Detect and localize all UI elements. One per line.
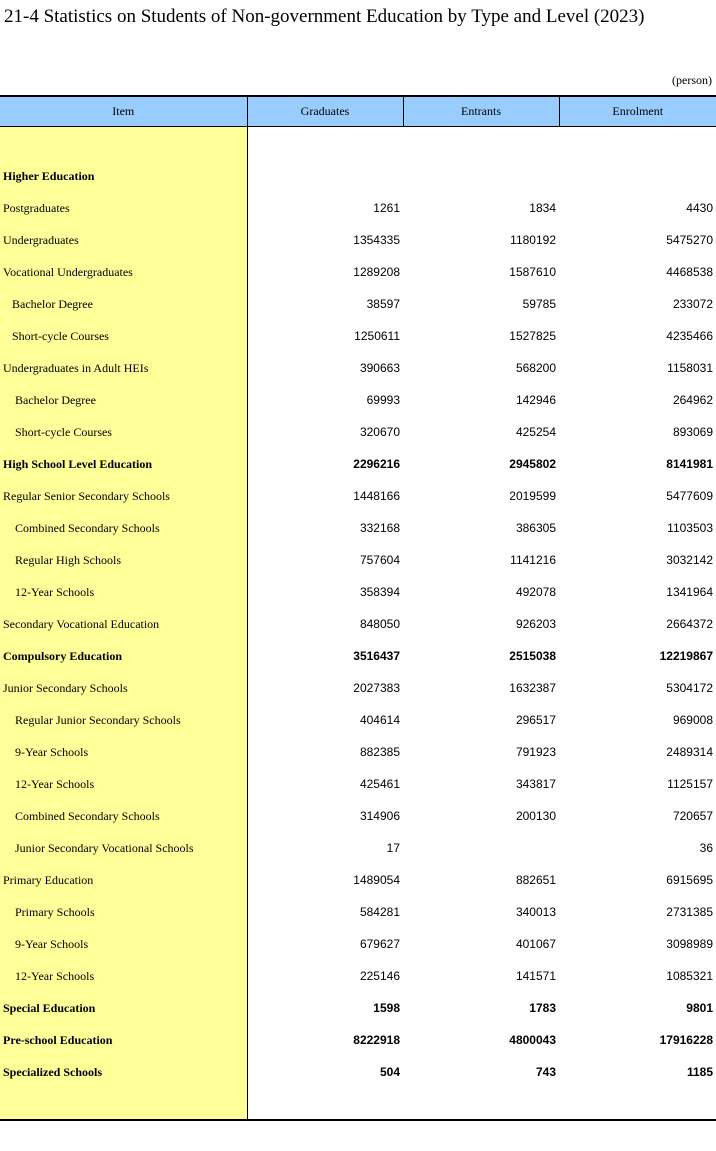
row-item-label: Primary Education [0, 864, 247, 896]
row-graduates: 2027383 [353, 681, 400, 695]
row-graduates: 404614 [359, 713, 400, 727]
row-enrolment [559, 160, 716, 192]
row-enrolment: 2664372 [666, 617, 713, 631]
row-item-label: High School Level Education [0, 448, 247, 480]
row-graduates: 504 [379, 1065, 400, 1079]
row-enrolment: 1158031 [667, 361, 713, 375]
row-graduates: 332168 [359, 521, 400, 535]
row-enrolment: 6915695 [666, 873, 713, 887]
row-entrants: 296517 [515, 713, 556, 727]
row-entrants: 200130 [515, 809, 556, 823]
row-entrants: 2515038 [509, 649, 556, 663]
row-entrants: 1783 [529, 1001, 556, 1015]
row-item-label: Bachelor Degree [0, 384, 247, 416]
row-graduates: 314906 [359, 809, 400, 823]
header-enrolment: Enrolment [559, 96, 716, 127]
row-item-label: Undergraduates [0, 224, 247, 256]
table-row [0, 512, 716, 544]
table-row [0, 1024, 716, 1056]
row-graduates: 1598 [373, 1001, 400, 1015]
table-row [0, 928, 716, 960]
row-graduates: 3516437 [353, 649, 400, 663]
row-enrolment: 1103503 [667, 521, 713, 535]
row-item-label: Vocational Undergraduates [0, 256, 247, 288]
table-row [0, 736, 716, 768]
row-enrolment: 12219867 [659, 649, 713, 663]
row-entrants: 568200 [515, 361, 556, 375]
row-entrants: 1587610 [509, 265, 556, 279]
row-graduates: 1354335 [353, 233, 400, 247]
row-graduates: 69993 [366, 393, 400, 407]
table-row [0, 1056, 716, 1088]
row-item-label: Junior Secondary Schools [0, 672, 247, 704]
row-graduates: 882385 [359, 745, 400, 759]
row-entrants: 1180192 [510, 233, 556, 247]
row-item-label: Pre-school Education [0, 1024, 247, 1056]
row-item-label: Regular Senior Secondary Schools [0, 480, 247, 512]
row-item-label: 12-Year Schools [0, 768, 247, 800]
table-row [0, 352, 716, 384]
row-enrolment: 1085321 [666, 969, 713, 983]
row-entrants: 1141216 [510, 553, 556, 567]
row-graduates: 679627 [359, 937, 400, 951]
row-graduates: 425461 [359, 777, 400, 791]
row-item-label: 12-Year Schools [0, 960, 247, 992]
row-enrolment: 4468538 [666, 265, 713, 279]
table-body [0, 127, 716, 1121]
row-entrants: 340013 [515, 905, 556, 919]
row-item-label: Short-cycle Courses [0, 320, 247, 352]
spacer-row [0, 127, 716, 161]
row-enrolment: 264962 [672, 393, 713, 407]
row-enrolment: 9801 [686, 1001, 713, 1015]
row-item-label: Postgraduates [0, 192, 247, 224]
row-entrants: 2945802 [509, 457, 556, 471]
table-row [0, 160, 716, 192]
row-graduates: 584281 [359, 905, 400, 919]
table-row [0, 992, 716, 1024]
row-item-label: Specialized Schools [0, 1056, 247, 1088]
table-row [0, 832, 716, 864]
row-item-label: Regular High Schools [0, 544, 247, 576]
row-entrants: 401067 [515, 937, 556, 951]
row-entrants: 926203 [515, 617, 556, 631]
row-enrolment: 5304172 [666, 681, 713, 695]
header-entrants: Entrants [403, 96, 559, 127]
row-item-label: Combined Secondary Schools [0, 512, 247, 544]
row-graduates: 1250611 [354, 329, 400, 343]
header-graduates: Graduates [247, 96, 403, 127]
row-graduates: 1289208 [353, 265, 400, 279]
row-entrants: 425254 [515, 425, 556, 439]
table-row [0, 384, 716, 416]
row-enrolment: 4235466 [666, 329, 713, 343]
row-enrolment: 8141981 [666, 457, 713, 471]
table-row [0, 608, 716, 640]
row-entrants [403, 160, 559, 192]
row-item-label: Bachelor Degree [0, 288, 247, 320]
row-item-label: Higher Education [0, 160, 247, 192]
table-row [0, 288, 716, 320]
table-row [0, 544, 716, 576]
row-enrolment: 3032142 [666, 553, 713, 567]
row-item-label: Junior Secondary Vocational Schools [0, 832, 247, 864]
row-graduates: 390663 [359, 361, 400, 375]
table-row [0, 448, 716, 480]
row-entrants: 59785 [522, 297, 556, 311]
row-enrolment: 233072 [672, 297, 713, 311]
unit-label: (person) [672, 73, 712, 87]
row-item-label: Regular Junior Secondary Schools [0, 704, 247, 736]
row-graduates: 757604 [359, 553, 400, 567]
row-graduates: 1489054 [353, 873, 400, 887]
table-row [0, 640, 716, 672]
table-row [0, 864, 716, 896]
table-row [0, 672, 716, 704]
row-entrants: 743 [535, 1065, 556, 1079]
row-entrants: 2019599 [509, 489, 556, 503]
row-enrolment: 17916228 [659, 1033, 713, 1047]
row-enrolment: 1341964 [666, 585, 713, 599]
row-entrants: 1834 [529, 201, 556, 215]
row-graduates: 2296216 [353, 457, 400, 471]
table-row [0, 768, 716, 800]
row-enrolment: 5475270 [666, 233, 713, 247]
row-entrants: 1527825 [509, 329, 556, 343]
row-entrants: 1632387 [509, 681, 556, 695]
row-item-label: Undergraduates in Adult HEIs [0, 352, 247, 384]
row-graduates: 358394 [359, 585, 400, 599]
row-enrolment: 893069 [672, 425, 713, 439]
row-item-label: 12-Year Schools [0, 576, 247, 608]
header-item: Item [0, 96, 247, 127]
row-graduates: 848050 [359, 617, 400, 631]
row-entrants: 4800043 [509, 1033, 556, 1047]
row-entrants: 343817 [515, 777, 556, 791]
page-title: 21-4 Statistics on Students of Non-government Education by Type and Level (2023) [4, 6, 645, 27]
row-enrolment: 720657 [672, 809, 713, 823]
table-row [0, 576, 716, 608]
row-item-label: Compulsory Education [0, 640, 247, 672]
table-row [0, 192, 716, 224]
row-item-label: Combined Secondary Schools [0, 800, 247, 832]
header-row [0, 96, 716, 127]
row-graduates: 1261 [373, 201, 400, 215]
row-entrants: 141571 [515, 969, 556, 983]
row-enrolment: 36 [699, 841, 713, 855]
row-item-label: Primary Schools [0, 896, 247, 928]
table-row [0, 896, 716, 928]
row-enrolment: 2731385 [666, 905, 713, 919]
statistics-table [0, 95, 716, 1121]
row-graduates: 1448166 [353, 489, 400, 503]
row-enrolment: 3098989 [666, 937, 713, 951]
row-entrants: 882651 [515, 873, 556, 887]
row-enrolment: 1185 [686, 1065, 713, 1079]
table-row [0, 800, 716, 832]
row-enrolment: 4430 [686, 201, 713, 215]
table-row [0, 480, 716, 512]
row-graduates: 8222918 [353, 1033, 400, 1047]
row-graduates: 38597 [366, 297, 400, 311]
table-row [0, 960, 716, 992]
row-entrants: 492078 [515, 585, 556, 599]
row-entrants: 142946 [515, 393, 556, 407]
row-enrolment: 2489314 [666, 745, 713, 759]
row-graduates: 320670 [359, 425, 400, 439]
table-row [0, 704, 716, 736]
table-row [0, 320, 716, 352]
table-row [0, 256, 716, 288]
row-item-label: Special Education [0, 992, 247, 1024]
row-entrants: 791923 [515, 745, 556, 759]
row-enrolment: 969008 [672, 713, 713, 727]
row-entrants: 386305 [515, 521, 556, 535]
table-row [0, 416, 716, 448]
row-graduates: 225146 [359, 969, 400, 983]
row-enrolment: 1125157 [667, 777, 713, 791]
table-row [0, 224, 716, 256]
row-graduates [247, 160, 403, 192]
row-item-label: Short-cycle Courses [0, 416, 247, 448]
row-enrolment: 5477609 [666, 489, 713, 503]
row-graduates: 17 [386, 841, 400, 855]
row-entrants [403, 832, 559, 864]
bottom-spacer-row [0, 1088, 716, 1120]
row-item-label: 9-Year Schools [0, 736, 247, 768]
row-item-label: Secondary Vocational Education [0, 608, 247, 640]
row-item-label: 9-Year Schools [0, 928, 247, 960]
